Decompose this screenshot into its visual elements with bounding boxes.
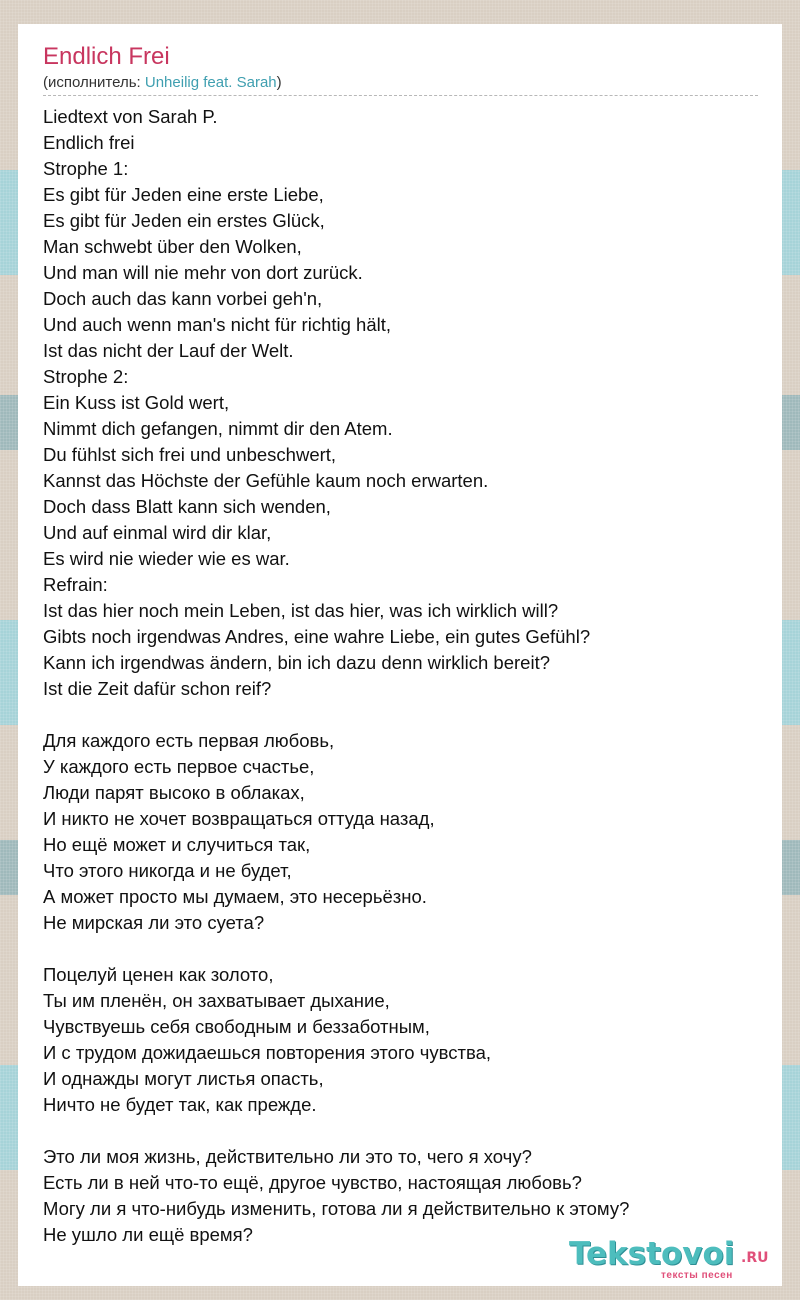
lyric-line: Und man will nie mehr von dort zurück. (43, 262, 363, 283)
lyric-line: Kannst das Höchste der Gefühle kaum noch erwarten. (43, 470, 489, 491)
lyric-line: Und auch wenn man's nicht für richtig hält, (43, 314, 392, 335)
logo-wordmark: Tekstovoi (569, 1236, 735, 1272)
blank-line (43, 936, 758, 962)
lyric-line: И с трудом дожидаешься повторения этого чувства, (43, 1042, 492, 1063)
lyric-line: Gibts noch irgendwas Andres, eine wahre Liebe, ein gutes Gefühl? (43, 626, 591, 647)
lyric-line: Ничто не будет так, как прежде. (43, 1094, 317, 1115)
lyric-line: Люди парят высоко в облаках, (43, 782, 305, 803)
lyric-line: Nimmt dich gefangen, nimmt dir den Atem. (43, 418, 393, 439)
performer-line (43, 73, 758, 96)
logo-tld: .RU (741, 1250, 769, 1266)
lyric-line: Ist das hier noch mein Leben, ist das hier, was ich wirklich will? (43, 600, 559, 621)
lyric-line: Но ещё может и случиться так, (43, 834, 311, 855)
blank-line (43, 1118, 758, 1144)
logo-tagline: тексты песен (661, 1270, 733, 1281)
lyric-line: Es wird nie wieder wie es war. (43, 548, 290, 569)
lyric-line: Refrain: (43, 574, 108, 595)
lyric-line: Для каждого есть первая любовь, (43, 730, 335, 751)
blank-line (43, 702, 758, 728)
performer-prefix: (исполнитель: (43, 74, 145, 91)
lyric-line: У каждого есть первое счастье, (43, 756, 315, 777)
lyric-line: Не ушло ли ещё время? (43, 1224, 253, 1245)
lyric-line: Ist das nicht der Lauf der Welt. (43, 340, 294, 361)
lyrics-text (43, 104, 758, 1248)
lyric-line: Strophe 2: (43, 366, 129, 387)
lyric-line: Kann ich irgendwas ändern, bin ich dazu denn wirklich bereit? (43, 652, 550, 673)
lyric-line: И никто не хочет возвращаться оттуда назад, (43, 808, 435, 829)
lyric-line: Ist die Zeit dafür schon reif? (43, 678, 272, 699)
lyric-line: А может просто мы думаем, это несерьёзно. (43, 886, 427, 907)
lyric-line: Поцелуй ценен как золото, (43, 964, 274, 985)
site-logo[interactable] (569, 1235, 774, 1283)
lyric-line: Es gibt für Jeden ein erstes Glück, (43, 210, 325, 231)
song-title: Endlich Frei (43, 43, 170, 70)
lyric-line: Ein Kuss ist Gold wert, (43, 392, 230, 413)
lyric-line: Strophe 1: (43, 158, 129, 179)
lyric-line: Man schwebt über den Wolken, (43, 236, 302, 257)
lyric-line: Es gibt für Jeden eine erste Liebe, (43, 184, 324, 205)
lyric-line: Liedtext von Sarah P. (43, 106, 218, 127)
lyric-line: Что этого никогда и не будет, (43, 860, 292, 881)
lyric-line: Endlich frei (43, 132, 135, 153)
lyric-line: Чувствуешь себя свободным и беззаботным, (43, 1016, 430, 1037)
lyric-line: Doch auch das kann vorbei geh'n, (43, 288, 323, 309)
lyric-line: И однажды могут листья опасть, (43, 1068, 324, 1089)
lyrics-card (18, 24, 782, 1286)
lyric-line: Есть ли в ней что-то ещё, другое чувство, настоящая любовь? (43, 1172, 582, 1193)
lyric-line: Могу ли я что-нибудь изменить, готова ли я действительно к этому? (43, 1198, 630, 1219)
lyric-line: Ты им пленён, он захватывает дыхание, (43, 990, 390, 1011)
lyric-line: Doch dass Blatt kann sich wenden, (43, 496, 331, 517)
lyric-line: Du fühlst sich frei und unbeschwert, (43, 444, 337, 465)
performer-suffix: ) (276, 74, 282, 91)
lyric-line: Und auf einmal wird dir klar, (43, 522, 272, 543)
lyric-line: Это ли моя жизнь, действительно ли это то, чего я хочу? (43, 1146, 532, 1167)
performer-link[interactable]: Unheilig feat. Sarah (144, 74, 277, 91)
lyric-line: Не мирская ли это суета? (43, 912, 265, 933)
